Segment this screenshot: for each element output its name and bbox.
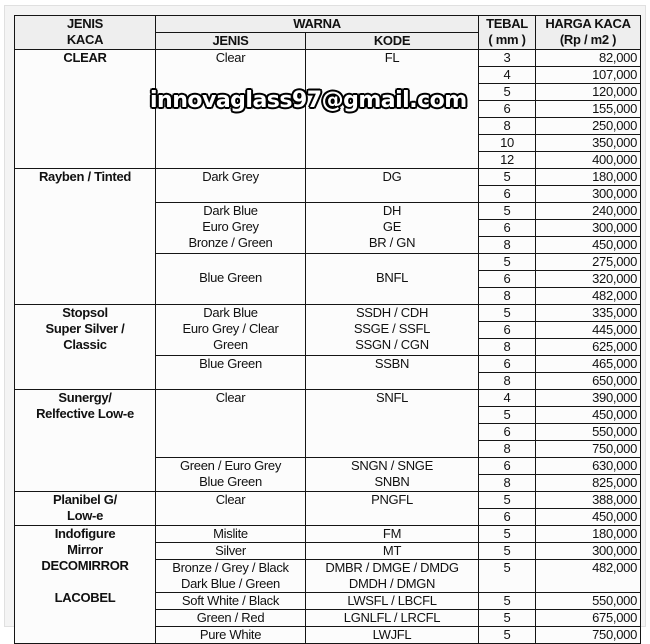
price: 675,000 xyxy=(536,610,641,627)
price: 335,000 xyxy=(536,305,641,322)
price: 300,000 xyxy=(536,220,641,237)
color-code: BNFL xyxy=(306,254,479,305)
color-type: Bronze / Grey / Black Dark Blue / Green xyxy=(156,560,306,593)
color-type: Mislite xyxy=(156,526,306,543)
header-jenis-kaca: JENIS KACA xyxy=(15,16,156,50)
thickness: 6 xyxy=(479,322,536,339)
table-row xyxy=(15,169,641,186)
price: 350,000 xyxy=(536,135,641,152)
price: 825,000 xyxy=(536,475,641,492)
thickness: 6 xyxy=(479,186,536,203)
thickness: 8 xyxy=(479,237,536,254)
price: 155,000 xyxy=(536,101,641,118)
thickness: 6 xyxy=(479,458,536,475)
color-code: LGNLFL / LRCFL xyxy=(306,610,479,627)
thickness: 8 xyxy=(479,475,536,492)
thickness: 12 xyxy=(479,152,536,169)
color-code: SNGN / SNGE SNBN xyxy=(306,458,479,492)
header-kode: KODE xyxy=(306,33,479,50)
thickness: 6 xyxy=(479,220,536,237)
price: 445,000 xyxy=(536,322,641,339)
thickness: 10 xyxy=(479,135,536,152)
color-code: MT xyxy=(306,543,479,560)
color-code: SSDH / CDH SSGE / SSFL SSGN / CGN xyxy=(306,305,479,356)
thickness: 5 xyxy=(479,560,536,593)
thickness: 6 xyxy=(479,101,536,118)
price: 275,000 xyxy=(536,254,641,271)
price: 240,000 xyxy=(536,203,641,220)
price: 180,000 xyxy=(536,169,641,186)
table-row xyxy=(15,526,641,543)
table-row xyxy=(15,305,641,322)
color-code: DH GE BR / GN xyxy=(306,203,479,254)
glass-type: Sunergy/ Relfective Low-e xyxy=(15,390,156,492)
thickness: 8 xyxy=(479,118,536,135)
glass-type: Indofigure Mirror DECOMIRROR LACOBEL xyxy=(15,526,156,644)
color-type: Green / Red xyxy=(156,610,306,627)
price: 320,000 xyxy=(536,271,641,288)
price: 625,000 xyxy=(536,339,641,356)
price: 250,000 xyxy=(536,118,641,135)
color-type: Clear xyxy=(156,390,306,458)
color-type: Blue Green xyxy=(156,254,306,305)
price: 750,000 xyxy=(536,441,641,458)
price: 750,000 xyxy=(536,627,641,644)
header-jenis: JENIS xyxy=(156,33,306,50)
table-row xyxy=(15,492,641,509)
color-type: Dark Blue Euro Grey / Clear Green xyxy=(156,305,306,356)
price: 482,000 xyxy=(536,288,641,305)
thickness: 5 xyxy=(479,407,536,424)
color-type: Silver xyxy=(156,543,306,560)
price: 400,000 xyxy=(536,152,641,169)
thickness: 6 xyxy=(479,271,536,288)
thickness: 4 xyxy=(479,67,536,84)
glass-type: Stopsol Super Silver / Classic xyxy=(15,305,156,390)
header-tebal: TEBAL ( mm ) xyxy=(479,16,536,50)
color-type: Blue Green xyxy=(156,356,306,390)
color-code: PNGFL xyxy=(306,492,479,526)
glass-type: Rayben / Tinted xyxy=(15,169,156,305)
price: 650,000 xyxy=(536,373,641,390)
watermark-email: innovaglass97@gmail.com xyxy=(150,88,467,113)
price: 450,000 xyxy=(536,407,641,424)
price: 300,000 xyxy=(536,186,641,203)
header-warna: WARNA xyxy=(156,16,479,33)
thickness: 5 xyxy=(479,610,536,627)
thickness: 6 xyxy=(479,509,536,526)
thickness: 5 xyxy=(479,203,536,220)
price: 388,000 xyxy=(536,492,641,509)
thickness: 6 xyxy=(479,424,536,441)
price: 630,000 xyxy=(536,458,641,475)
thickness: 8 xyxy=(479,288,536,305)
color-code: SNFL xyxy=(306,390,479,458)
price: 300,000 xyxy=(536,543,641,560)
thickness: 8 xyxy=(479,441,536,458)
color-code: FM xyxy=(306,526,479,543)
color-type: Dark Grey xyxy=(156,169,306,203)
color-code: LWSFL / LBCFL xyxy=(306,593,479,610)
table-row xyxy=(15,50,641,67)
thickness: 4 xyxy=(479,390,536,407)
header-harga: HARGA KACA (Rp / m2 ) xyxy=(536,16,641,50)
thickness: 8 xyxy=(479,339,536,356)
price: 482,000 xyxy=(536,560,641,593)
thickness: 5 xyxy=(479,254,536,271)
glass-type: Planibel G/ Low-e xyxy=(15,492,156,526)
color-code: SSBN xyxy=(306,356,479,390)
thickness: 5 xyxy=(479,543,536,560)
price: 450,000 xyxy=(536,237,641,254)
color-type: Clear xyxy=(156,492,306,526)
thickness: 6 xyxy=(479,356,536,373)
table-body xyxy=(15,50,641,644)
color-code: LWJFL xyxy=(306,627,479,644)
color-type: Green / Euro Grey Blue Green xyxy=(156,458,306,492)
thickness: 5 xyxy=(479,593,536,610)
thickness: 5 xyxy=(479,169,536,186)
color-type: Soft White / Black xyxy=(156,593,306,610)
price: 390,000 xyxy=(536,390,641,407)
thickness: 5 xyxy=(479,627,536,644)
price: 82,000 xyxy=(536,50,641,67)
color-type: Clear xyxy=(156,50,306,169)
price: 465,000 xyxy=(536,356,641,373)
price: 450,000 xyxy=(536,509,641,526)
color-code: FL xyxy=(306,50,479,169)
glass-type: CLEAR xyxy=(15,50,156,169)
color-type: Pure White xyxy=(156,627,306,644)
thickness: 5 xyxy=(479,84,536,101)
thickness: 8 xyxy=(479,373,536,390)
table-row xyxy=(15,390,641,407)
price: 550,000 xyxy=(536,593,641,610)
price: 180,000 xyxy=(536,526,641,543)
color-code: DMBR / DMGE / DMDG DMDH / DMGN xyxy=(306,560,479,593)
thickness: 3 xyxy=(479,50,536,67)
color-type: Dark Blue Euro Grey Bronze / Green xyxy=(156,203,306,254)
color-code: DG xyxy=(306,169,479,203)
thickness: 5 xyxy=(479,526,536,543)
price: 120,000 xyxy=(536,84,641,101)
thickness: 5 xyxy=(479,492,536,509)
price: 550,000 xyxy=(536,424,641,441)
thickness: 5 xyxy=(479,305,536,322)
price: 107,000 xyxy=(536,67,641,84)
